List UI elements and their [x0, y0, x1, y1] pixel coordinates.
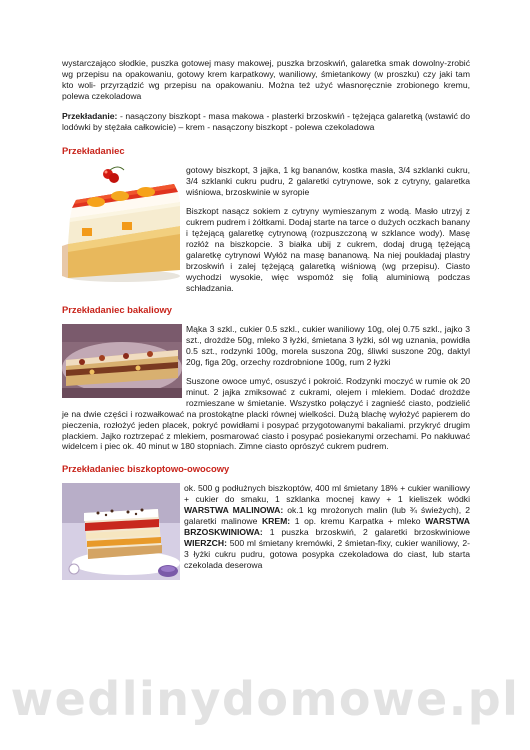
- recipe-method: Suszone owoce umyć, osuszyć i pokroić. Rodzynki moczyć w rumie ok 20 minut. 2 jajka zmiksować z cukrami, olejem i mlekiem. Dodać drożdże rozmieszane w śmietanie. Wszystko połączyć i zagnieść ciasto, podzielić je na dwie części i rozwałkować na prostokątne placki równej wielkości. Dużą blachę wyłożyć papierem do pieczenia, rozłożyć jeden placek, pokryć powidłami i posypać przygotowanymi bakaliami. przykryć drugim plackiem. Jajko roztrzepać z mlekiem, posmarować ciasto i posypać posiekanymi orzechami. Po nakłuwać widelcem i piec ok. 40 minut w 180 stopniach. Zimne ciasto oprószyć cukrem pudrem.: [62, 376, 470, 452]
- layer-label-krem: KREM:: [261, 516, 291, 527]
- ingredients-text: 1 puszka brzoskwiń, 2 galaretki brzoskwiniowe: [262, 527, 470, 537]
- recipe-przekladaniec: [62, 145, 470, 293]
- recipe-przekladaniec-bakaliowy: [62, 304, 470, 452]
- recipe-ingredients: gotowy biszkopt, 3 jajka, 1 kg bananów, kostka masła, 3/4 szklanki cukru, 3/4 szklanki cukru pudru, 2 galaretki cytrynowe, sok z cytryny, galaretka wiśniowa, brzoskwinie w syropie: [186, 165, 470, 198]
- recipe-przekladaniec-biszkoptowo-owocowy: [62, 463, 470, 580]
- layer-label-brzoskwiniowa: WARSTWA BRZOSKWINIOWA:: [184, 516, 471, 537]
- bakaliowy-photo: [62, 324, 182, 398]
- ingredients-text: ok.1 kg mrożonych malin (lub ¾ świeżych), 2 galaretki malinowe: [184, 505, 470, 527]
- biszkoptowo-owocowy-photo: [62, 483, 180, 580]
- cake-photo: [62, 166, 182, 284]
- recipe-title: Przekładaniec bakaliowy: [62, 304, 172, 316]
- assembly-label: Przekładanie:: [62, 110, 118, 121]
- recipe-ingredients: Mąka 3 szkl., cukier 0.5 szkl., cukier waniliowy 10g, olej 0.75 szkl., jajko 3 szt., drożdże 50g, mleko 3 łyżki, śmietana 3 łyżki, sól wg uznania, powidła 0.5 szt., rodzynki 100g, morela suszona 20g, śliwki suszone 20g, daktyl 20g, figa 20g, orzechy rozdrobnione 100g, rum 2 łyżki: [186, 324, 470, 368]
- ingredients-text: 500 ml śmietany kremówki, 2 śmietan-fixy, cukier waniliowy, 2-3 łyżki cukru pudru, gotowa posypka czekoladowa do ciast, lub starta czekolada deserowa: [184, 537, 470, 570]
- recipe-title: Przekładaniec biszkoptowo-owocowy: [62, 463, 230, 475]
- layer-label-malinowa: WARSTWA MALINOWA:: [184, 505, 284, 516]
- intro-paragraph: wystarczająco słodkie, puszka gotowej masy makowej, puszka brzoskwiń, galaretka smak dowolny-zrobić wg przepisu na opakowaniu, gotowy krem karpatkowy, waniliowy, śmietankowy (w proszku) czy jaki tam kto woli- przyrządzić wg przepisu na opakowaniu. Można też użyć własnoręcznie zrobionego kremu, polewa czekoladowa: [62, 58, 470, 101]
- ingredients-text: ok. 500 g podłużnych biszkoptów, 400 ml śmietany 18% + cukier waniliowy + cukier do smaku, 1 szklanka mocnej kawy + 1 kieliszek wódki: [184, 483, 470, 505]
- assembly-text: - nasączony biszkopt - masa makowa - plasterki brzoskwiń - tężejąca galaretką (wstawić do lodówki by stężała całkowicie) – krem - nasączony biszkopt - polewa czekoladowa: [62, 110, 470, 132]
- layer-label-wierzch: WIERZCH:: [184, 537, 227, 548]
- ingredients-text: 1 op. kremu Karpatka + mleko: [290, 516, 426, 527]
- document-page: [62, 58, 470, 591]
- recipe-title: Przekładaniec: [62, 145, 125, 157]
- recipe-method: Biszkopt nasącz sokiem z cytryny wymieszanym z wodą. Masło utrzyj z cukrem pudrem i żółtkami. Dodaj starte na tarce o dużych oczkach banany i tężejącą galaretkę cytrynową (rozpuszczoną w szklance wody). Masę rozłóż na biszkopcie. 3 białka ubij z cukrem, dodaj drugą tężejącą galaretkę cytrynowi Wyłóż na masę bananową. Na niej poukładaj plastry brzoskwiń i zalej tężejącą galaretką wiśniową (wg przepisu). Ciasto wychodzi wysokie, więc wspomóż się folią aluminiową podczas schładzania.: [186, 206, 470, 293]
- site-watermark: wedlinydomowe.pl: [10, 672, 520, 726]
- assembly-paragraph: [62, 111, 470, 133]
